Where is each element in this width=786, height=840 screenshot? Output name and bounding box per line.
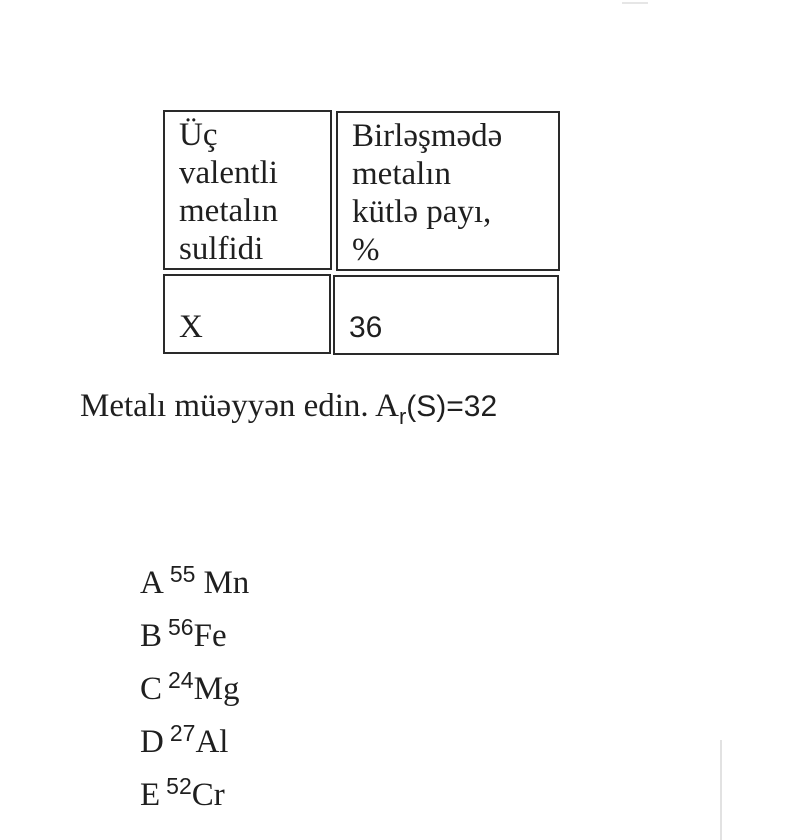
option-letter: A <box>140 565 164 601</box>
compound-value: X <box>179 309 203 345</box>
option-symbol: Fe <box>193 618 227 654</box>
table-header-mass-fraction <box>336 111 560 271</box>
option-letter: E <box>140 777 161 813</box>
table-header-sulfide <box>163 110 332 270</box>
answer-options <box>140 548 249 813</box>
header-line: sulfidi <box>179 231 264 267</box>
option-mass-number: 55 <box>169 561 196 587</box>
ar-symbol: A <box>375 388 399 424</box>
scan-artifact <box>622 2 648 4</box>
header-line: kütlə payı, <box>352 194 492 230</box>
option-letter: C <box>140 671 163 707</box>
header-line: metalın <box>179 193 278 229</box>
header-line: % <box>352 232 380 268</box>
answer-option-d[interactable] <box>140 707 249 760</box>
option-symbol: Mn <box>203 565 250 601</box>
answer-option-e[interactable] <box>140 760 249 813</box>
question-text <box>80 388 497 430</box>
answer-option-b[interactable] <box>140 601 249 654</box>
table-cell-compound <box>163 274 331 354</box>
option-mass-number: 52 <box>166 773 192 799</box>
mass-fraction-value: 36 <box>349 311 383 344</box>
option-mass-number: 56 <box>168 614 194 640</box>
ar-formula: (S)=32 <box>406 390 498 423</box>
option-mass-number: 27 <box>169 720 196 746</box>
option-symbol: Al <box>195 724 229 760</box>
ar-subscript: r <box>398 404 407 429</box>
table-cell-mass-fraction <box>333 275 559 355</box>
header-line: metalın <box>352 156 451 192</box>
option-mass-number: 24 <box>168 667 194 693</box>
header-line: Üç <box>179 117 218 153</box>
scan-artifact-line <box>720 740 722 840</box>
option-letter: D <box>140 724 164 760</box>
answer-option-c[interactable] <box>140 654 249 707</box>
option-letter: B <box>140 618 163 654</box>
header-line: valentli <box>179 155 278 191</box>
question-prompt: Metalı müəyyən edin. <box>80 388 369 424</box>
option-symbol: Cr <box>191 777 225 813</box>
header-line: Birləşmədə <box>352 118 503 154</box>
option-symbol: Mg <box>193 671 240 707</box>
answer-option-a[interactable] <box>140 548 249 601</box>
